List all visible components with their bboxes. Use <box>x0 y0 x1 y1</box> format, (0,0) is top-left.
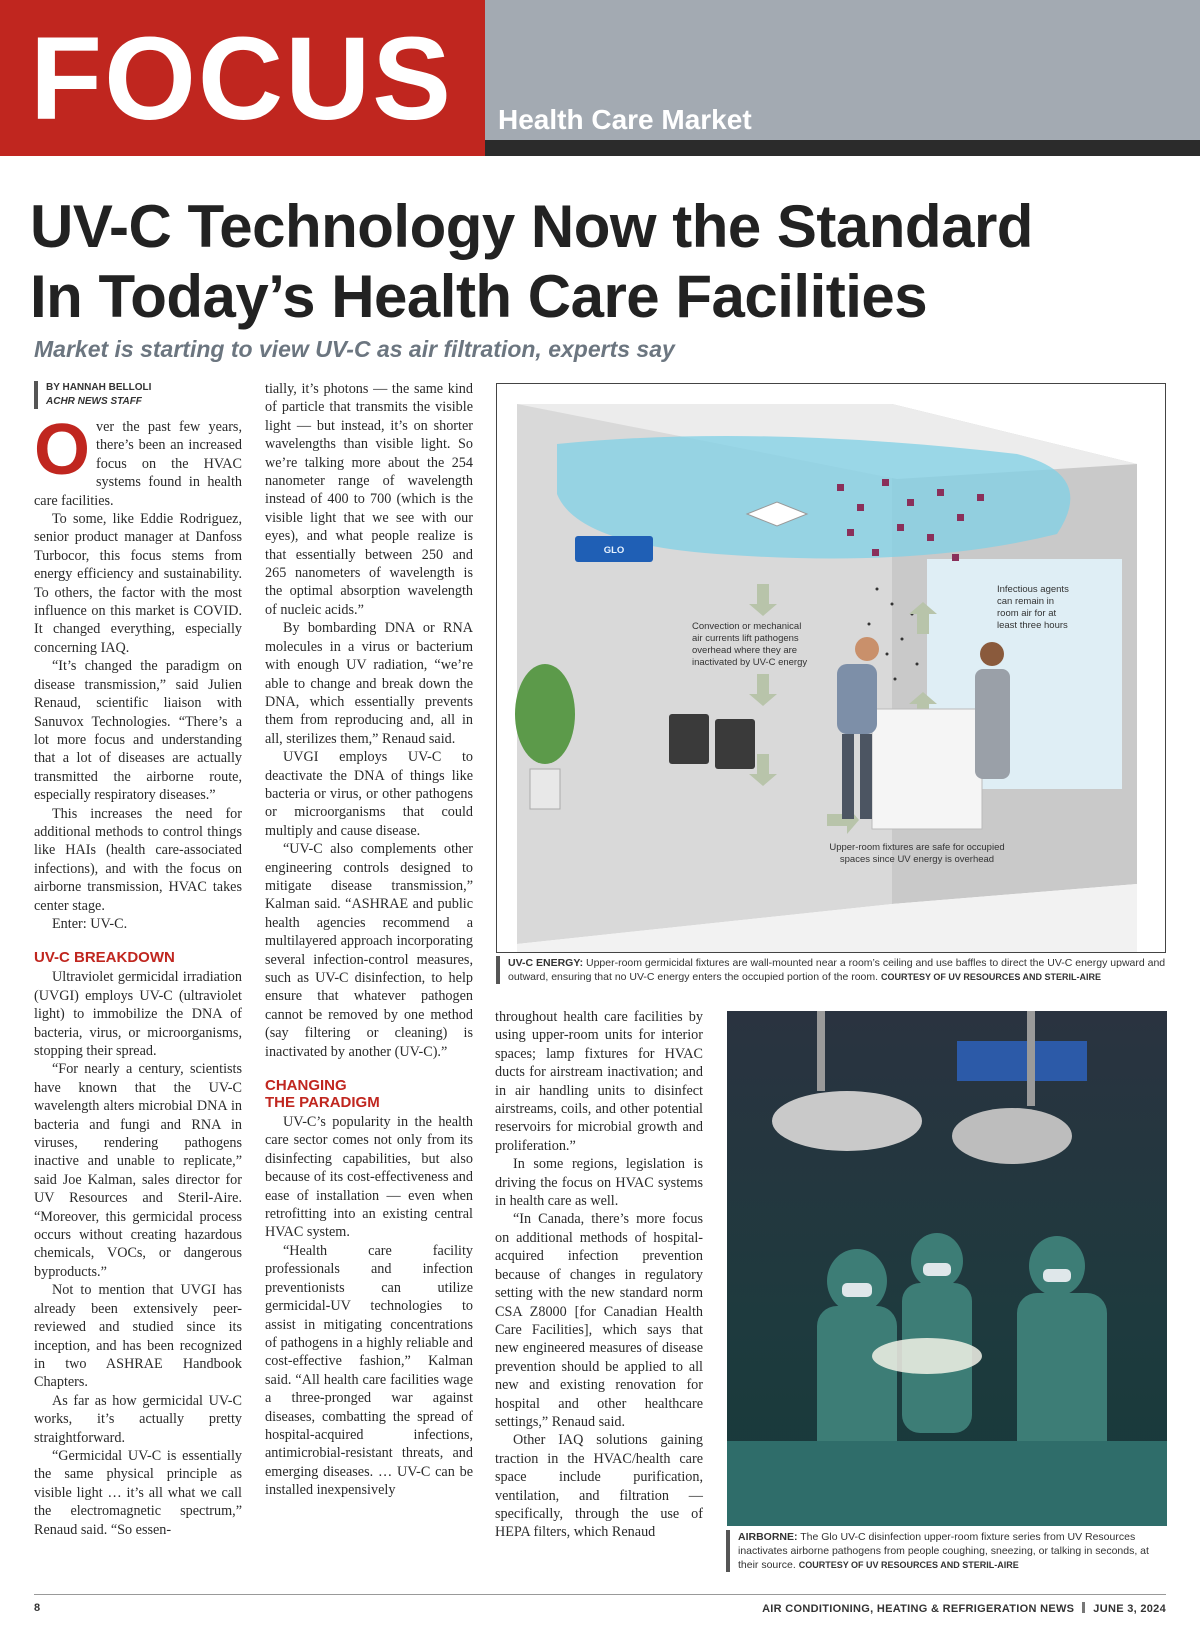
paragraph: “It’s changed the paradigm on disease transmission,” said Julien Renaud, scientific liaison with Sanuvox Technologies. “There’s a lot more focus and understanding that a lot of diseases are actually transmitted the airborne route, especially respiratory diseases.” <box>34 658 242 804</box>
paragraph: “Germicidal UV-C is essentially the same physical principle as visible light … it’s all what we call the electromagnetic spectrum,” Renaud said. “So essen- <box>34 1447 242 1538</box>
paragraph: To some, like Eddie Rodriguez, senior product manager at Danfoss Turbocor, this focus stems from energy efficiency and sustainability. To others, the factor with the most influence on this market is COVID. It changed everything, especially concerning IAQ. <box>34 511 242 656</box>
article-column-2 <box>265 380 473 1500</box>
paragraph: “Health care facility professionals and infection preventionists can utilize germicidal-UV technologies to assist in mitigating concentrations of pathogens in a highly reliable and cost-effective fashion,” Kalman said. “All health care facilities wage a three-pronged war against diseases, combatting the spread of hospital-acquired infections, antimicrobial-resistant threats, and emerging diseases. … UV-C can be installed inexpensively <box>265 1242 473 1499</box>
paragraph: Enter: UV-C. <box>52 915 128 932</box>
paragraph: By bombarding DNA or RNA molecules in a virus or bacterium with enough UV radiation, “we’re able to change and break down the DNA, which essentially prevents them from reproducing and, all in all, sterilizes them,” Renaud said. <box>265 620 473 747</box>
caption-credit: COURTESY OF UV RESOURCES AND STERIL-AIRE <box>880 972 1102 982</box>
footer-publication <box>762 1602 1166 1615</box>
subhead-line: CHANGING <box>265 1077 347 1095</box>
label-convection-line-2: air currents lift pathogens <box>692 633 799 644</box>
label-convection-line-3: overhead where they are <box>692 645 798 656</box>
room-diagram <box>497 384 1166 953</box>
header-dark-rule <box>485 140 1200 156</box>
page-number: 8 <box>34 1602 41 1614</box>
uv-fixture-in-photo <box>957 1041 1087 1081</box>
label-infectious-line-1: Infectious agents <box>997 584 1069 595</box>
byline-staff: ACHR NEWS STAFF <box>46 396 142 407</box>
subhead-line: THE PARADIGM <box>265 1094 380 1112</box>
headline-line-2: In Today’s Health Care Facilities <box>30 263 928 330</box>
uvc-room-illustration <box>496 383 1166 953</box>
caption-text: Upper-room germicidal fixtures are wall-mounted near a room’s ceiling and use baffles to direct the UV-C energy upward and outward, ensuring that no UV-C energy enters the occupied portion of the room. <box>508 957 1166 983</box>
photo-illustration <box>727 1011 1167 1526</box>
surgical-drapes <box>727 1441 1167 1526</box>
byline <box>34 381 151 409</box>
label-safe-line-2: spaces since UV energy is overhead <box>839 854 995 865</box>
reception-desk <box>872 709 982 829</box>
paragraph: throughout health care facilities by using upper-room units for interior spaces; lamp fixtures for HVAC ducts for airstream inactivation; and in air handling units to disinfect airstreams, coils, and other potential reservoirs for microbial growth and proliferation.” <box>495 1009 703 1154</box>
publication-name: AIR CONDITIONING, HEATING & REFRIGERATION NEWS <box>762 1603 1075 1615</box>
section-title: FOCUS <box>30 13 453 145</box>
headline <box>30 192 1180 332</box>
dropcap: O <box>34 410 91 490</box>
paragraph: This increases the need for additional methods to control things like HAIs (health care-associated infections), and with the focus on airborne transmission, HVAC takes center stage. <box>34 805 242 914</box>
paragraph-text: ver the past few years, there’s been an increased focus on the HVAC systems found in health care facilities. <box>34 419 242 509</box>
subhead-uvc-breakdown: UV-C BREAKDOWN <box>34 949 175 967</box>
footer-separator <box>1082 1602 1085 1613</box>
headline-line-1: UV-C Technology Now the Standard <box>30 193 1033 260</box>
paragraph: “In Canada, there’s more focus on additional methods of hospital-acquired infection prevention because of changes in regulatory setting with the new standard norm CSA Z8000 [for Canadian Health Care Facilities], which says that new engineered measures of disease prevention should be applied to all new and existing renovation for hospital and other healthcare settings,” Renaud said. <box>495 1211 703 1430</box>
caption-lead: UV-C ENERGY: <box>508 957 584 969</box>
caption-lead: AIRBORNE: <box>738 1531 798 1543</box>
caption-credit: COURTESY OF UV RESOURCES AND STERIL-AIRE <box>798 1560 1019 1570</box>
paragraph: As far as how germicidal UV-C works, it’s actually pretty straightforward. <box>34 1392 242 1446</box>
subhead-changing-paradigm <box>265 1077 473 1111</box>
label-infectious-line-3: room air for at <box>997 608 1057 619</box>
label-convection-line-4: inactivated by UV-C energy <box>692 657 808 668</box>
article-column-1 <box>34 410 242 1539</box>
paragraph: Not to mention that UVGI has already been extensively peer-reviewed and studied since its inception, and has been recognized in two ASHRAE Handbook Chapters. <box>34 1282 242 1391</box>
paragraph: Other IAQ solutions gaining traction in the HVAC/health care space include purification, ventilation, and filtration — specifically, through the use of HEPA filters, which Renaud <box>495 1432 703 1541</box>
paragraph: In some regions, legislation is driving the focus on HVAC systems in health care as well. <box>495 1156 703 1210</box>
figure-1-caption <box>496 956 1166 984</box>
paragraph: UVGI employs UV-C to deactivate the DNA of things like bacteria or virus, or other pathogens or microorganisms that could multiply and cause disease. <box>265 749 473 839</box>
label-safe-line-1: Upper-room fixtures are safe for occupied <box>829 842 1005 853</box>
paragraph: Ultraviolet germicidal irradiation (UVGI) employs UV-C (ultraviolet light) to immobilize the DNA of bacteria, virus, or microorganisms, stopping their spread. <box>34 969 242 1059</box>
surgical-field-light <box>872 1338 982 1374</box>
fixture-brand: GLO <box>603 545 625 556</box>
paragraph <box>34 410 242 510</box>
figure-2-caption <box>726 1530 1166 1572</box>
section-subtitle: Health Care Market <box>498 104 752 135</box>
paragraph: “For nearly a century, scientists have known that the UV-C wavelength alters microbial DNA in bacteria and fungi and RNA in viruses, rendering pathogens inactive and unable to replicate,” said Joe Kalman, sales director for UV Resources and Steril-Aire. “Moreover, this germicidal process occurs without creating hazardous chemicals, VOCs, or dangerous byproducts.” <box>34 1061 242 1280</box>
footer-rule <box>34 1594 1166 1595</box>
label-infectious-line-4: least three hours <box>997 620 1068 631</box>
operating-room-photo <box>727 1011 1167 1526</box>
paragraph: UV-C’s popularity in the health care sector comes not only from its disinfecting capabilities, but also because of its cost-effectiveness and ease of installation — even when retrofitting into an existing central HVAC system. <box>265 1114 473 1241</box>
caption-text: The Glo UV-C disinfection upper-room fixture series from UV Resources inactivates airborne pathogens from people coughing, sneezing, or talking in seconds, at their source. <box>738 1531 1149 1571</box>
paragraph: “UV-C also complements other engineering controls designed to mitigate disease transmission,” Kalman said. “ASHRAE and public health agencies recommend a multilayered approach incorporating several infection-control measures, such as UV-C disinfection, to help ensure that whatever pathogen cannot be removed by one method (say filtering or cleaning) is inactivated by another (UV-C).” <box>265 841 473 1060</box>
label-convection-line-1: Convection or mechanical <box>692 621 802 632</box>
deck: Market is starting to view UV-C as air filtration, experts say <box>34 336 675 362</box>
paragraph: tially, it’s photons — the same kind of particle that transmits the visible light — but instead, it’s on shorter wavelengths than visible light. So we’re talking more about the 254 nanometer range of wavelength instead of 400 to 700 (which is the visible light that we see with our eyes), and what people realize is that essentially between 250 and 265 nanometers of wavelength is the optimal absorption wavelength of nucleic acids.” <box>265 381 473 618</box>
article-column-3 <box>495 1008 703 1542</box>
byline-author: BY HANNAH BELLOLI <box>46 382 152 393</box>
issue-date: JUNE 3, 2024 <box>1093 1603 1166 1615</box>
label-infectious-line-2: can remain in <box>997 596 1055 607</box>
